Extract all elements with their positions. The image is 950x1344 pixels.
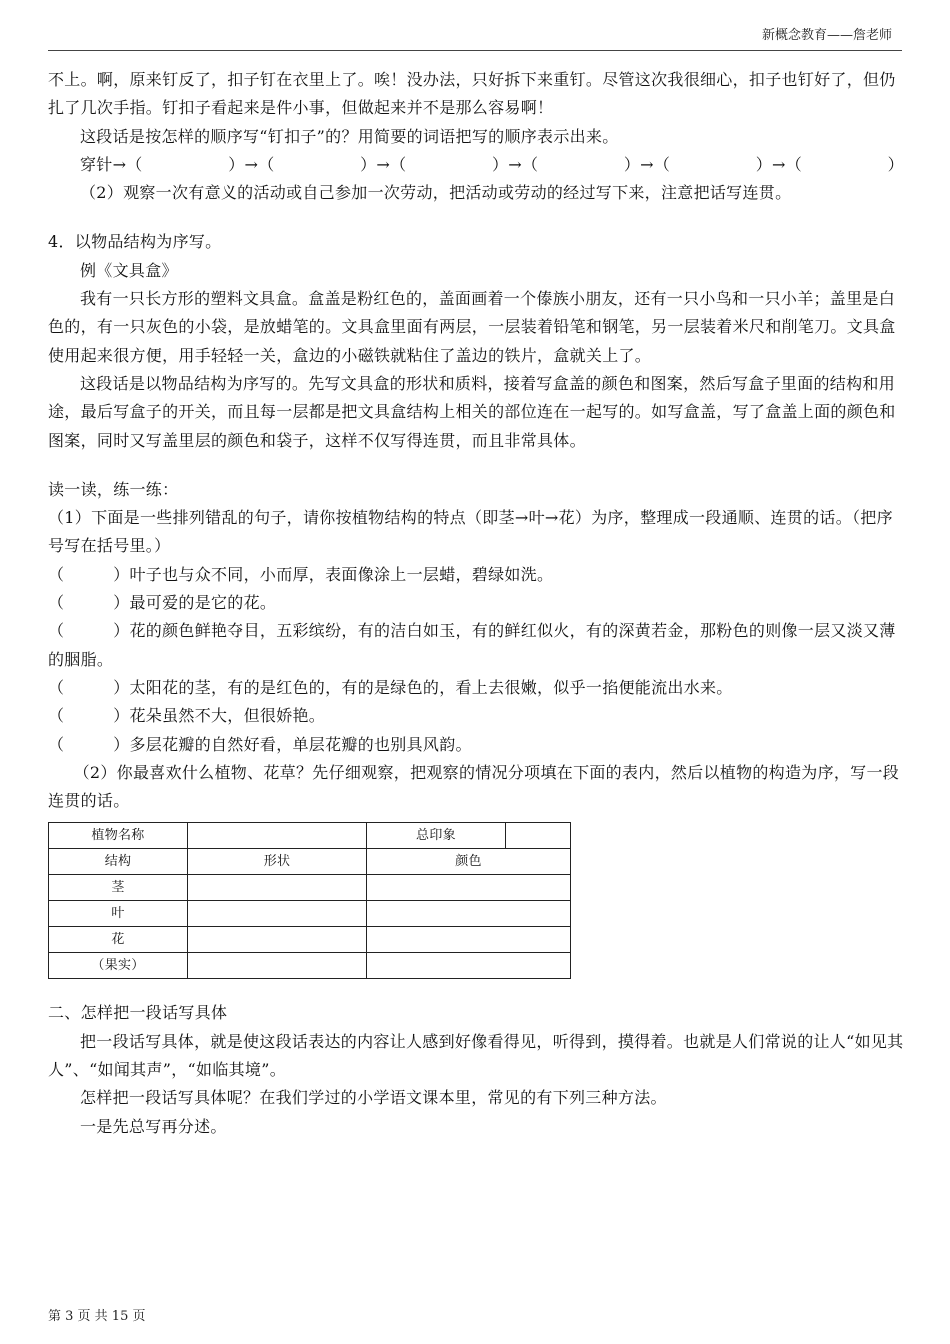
table-header-structure: 结构 bbox=[49, 849, 188, 875]
sequence-question: 这段话是按怎样的顺序写“钉扣子”的？用简要的词语把写的顺序表示出来。 bbox=[80, 126, 619, 146]
section-4-title: 4．以物品结构为序写。 bbox=[48, 232, 222, 252]
sequence-start: 穿针→（ bbox=[80, 154, 143, 174]
table-shape-cell[interactable] bbox=[188, 927, 367, 953]
table-row-label: （果实） bbox=[49, 953, 188, 979]
practice-title: 读一读，练一练： bbox=[48, 479, 179, 499]
section-2-paragraph-3: 一是先总写再分述。 bbox=[80, 1116, 227, 1136]
table-row bbox=[49, 875, 571, 901]
observation-table bbox=[48, 822, 571, 979]
sequence-blank-3[interactable] bbox=[406, 151, 492, 179]
table-row-label: 茎 bbox=[49, 875, 188, 901]
table-color-cell[interactable] bbox=[367, 953, 571, 979]
sequence-fill-line bbox=[48, 151, 904, 179]
example-title: 例《文具盒》 bbox=[80, 260, 178, 280]
table-color-cell[interactable] bbox=[367, 875, 571, 901]
table-shape-cell[interactable] bbox=[188, 875, 367, 901]
sequence-end: ） bbox=[887, 154, 904, 174]
sequence-arrow-1: ）→（ bbox=[228, 154, 275, 174]
sequence-arrow-3: ）→（ bbox=[491, 154, 539, 174]
sequence-blank-1[interactable] bbox=[143, 151, 229, 179]
section-2-paragraph-2: 怎样把一段话写具体呢？在我们学过的小学语文课本里，常见的有下列三种方法。 bbox=[80, 1088, 667, 1108]
section-2-paragraph-1: 把一段话写具体，就是使这段话表达的内容让人感到好像看得见，听得到，摸得着。也就是人们常说的让人“如见其人”、“如闻其声”，“如临其境”。 bbox=[48, 1031, 904, 1080]
table-row-label: 花 bbox=[49, 927, 188, 953]
table-row bbox=[49, 953, 571, 979]
sentence-item: （ ）最可爱的是它的花。 bbox=[48, 593, 277, 613]
example-analysis: 这段话是以物品结构为序写的。先写文具盒的形状和质料，接着写盒盖的颜色和图案，然后写盒子里面的结构和用途，最后写盒子的开关，而且每一层都是把文具盒结构上相关的部位连在一起写的。如写盒盖，写了盒盖上面的颜色和图案，同时又写盖里层的颜色和袋子，这样不仅写得连贯，而且非常具体。 bbox=[48, 373, 896, 450]
table-row-label: 叶 bbox=[49, 901, 188, 927]
sentence-item: （ ）花朵虽然不大，但很娇艳。 bbox=[48, 706, 326, 726]
table-header-shape: 形状 bbox=[188, 849, 367, 875]
exercise-2-activity: （2）观察一次有意义的活动或自己参加一次劳动，把活动或劳动的经过写下来，注意把话写连贯。 bbox=[80, 183, 792, 203]
table-row bbox=[49, 927, 571, 953]
example-paragraph: 我有一只长方形的塑料文具盒。盒盖是粉红色的，盖面画着一个傣族小朋友，还有一只小鸟和一只小羊；盖里是白色的，有一只灰色的小袋，是放蜡笔的。文具盒里面有两层，一层装着铅笔和钢笔，另一层装着米尺和削笔刀。文具盒使用起来很方便，用手轻轻一关，盒边的小磁铁就粘住了盖边的铁片，盒就关上了。 bbox=[48, 289, 896, 365]
table-shape-cell[interactable] bbox=[188, 953, 367, 979]
sequence-arrow-5: ）→（ bbox=[755, 154, 803, 174]
document-body bbox=[48, 66, 904, 1141]
sentence-item: （ ）花的颜色鲜艳夺目，五彩缤纷，有的洁白如玉，有的鲜红似火，有的深黄若金，那粉色的则像一层又淡又薄的胭脂。 bbox=[48, 621, 896, 669]
practice-question-1: （1）下面是一些排列错乱的句子，请你按植物结构的特点（即茎→叶→花）为序，整理成一段通顺、连贯的话。（把序号写在括号里。） bbox=[48, 508, 893, 556]
page-footer: 第 3 页 共 15 页 bbox=[48, 1309, 146, 1324]
section-2-title: 二、怎样把一段话写具体 bbox=[48, 1003, 228, 1023]
page-header: 新概念教育——詹老师 bbox=[761, 28, 892, 43]
table-impression-label: 总印象 bbox=[367, 823, 506, 849]
sequence-blank-6[interactable] bbox=[802, 151, 888, 179]
sequence-blank-5[interactable] bbox=[670, 151, 756, 179]
header-divider bbox=[48, 50, 902, 51]
table-row bbox=[49, 901, 571, 927]
sentence-item: （ ）多层花瓣的自然好看，单层花瓣的也别具风韵。 bbox=[48, 734, 472, 754]
sequence-blank-4[interactable] bbox=[538, 151, 624, 179]
table-impression-cell[interactable] bbox=[506, 823, 571, 849]
sentence-item: （ ）太阳花的茎，有的是红色的，有的是绿色的，看上去很嫩，似乎一掐便能流出水来。 bbox=[48, 677, 733, 697]
table-color-cell[interactable] bbox=[367, 927, 571, 953]
paragraph-button-story-end: 不上。啊，原来钉反了，扣子钉在衣里上了。唉！没办法，只好拆下来重钉。尽管这次我很细心，扣子也钉好了，但仍扎了几次手指。钉扣子看起来是件小事，但做起来并不是那么容易啊！ bbox=[48, 70, 896, 118]
practice-question-2: （2）你最喜欢什么植物、花草？先仔细观察，把观察的情况分项填在下面的表内，然后以植物的构造为序，写一段连贯的话。 bbox=[48, 762, 900, 811]
table-name-label: 植物名称 bbox=[49, 823, 188, 849]
sequence-arrow-2: ）→（ bbox=[360, 154, 407, 174]
table-name-cell[interactable] bbox=[188, 823, 367, 849]
sentence-item: （ ）叶子也与众不同，小而厚，表面像涂上一层蜡，碧绿如洗。 bbox=[48, 564, 554, 584]
table-shape-cell[interactable] bbox=[188, 901, 367, 927]
table-color-cell[interactable] bbox=[367, 901, 571, 927]
sequence-blank-2[interactable] bbox=[275, 151, 361, 179]
sequence-arrow-4: ）→（ bbox=[623, 154, 671, 174]
table-header-color: 颜色 bbox=[367, 849, 571, 875]
